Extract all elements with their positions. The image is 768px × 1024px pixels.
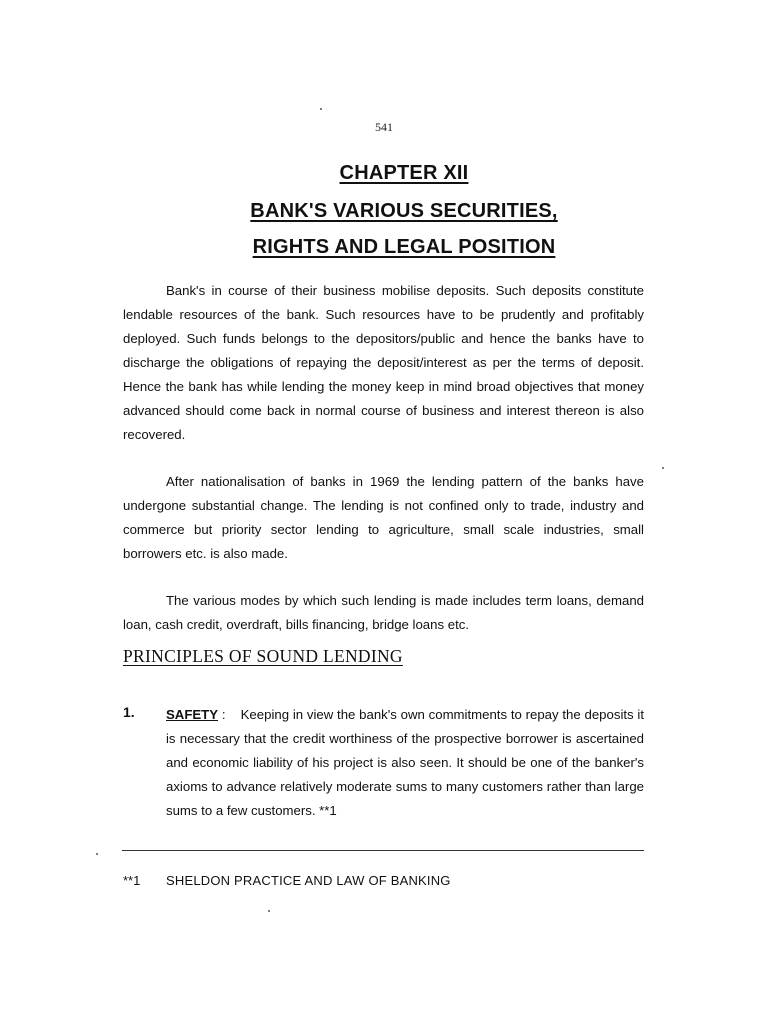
page-number: 541 bbox=[375, 120, 393, 134]
chapter-title-line-1: BANK'S VARIOUS SECURITIES, bbox=[250, 200, 558, 222]
footnote-divider bbox=[122, 850, 644, 851]
scan-speck bbox=[320, 108, 322, 110]
principle-number: 1. bbox=[123, 704, 135, 720]
footnote-mark: **1 bbox=[123, 873, 141, 888]
principle-item bbox=[166, 703, 644, 823]
principle-text: Keeping in view the bank's own commitments to repay the deposits it is necessary that the credit worthiness of the prospective borrower is ascertained and economic liability of his project is also seen. It should be one of the banker's axioms to advance relatively moderate sums to many customers rather than large sums to a few customers. **1 bbox=[166, 707, 645, 818]
principle-term: SAFETY bbox=[166, 707, 219, 722]
scan-speck bbox=[96, 853, 98, 855]
chapter-title-line-2: RIGHTS AND LEGAL POSITION bbox=[252, 236, 556, 258]
paragraph-lending-modes: The various modes by which such lending is made includes term loans, demand loan, cash credit, overdraft, bills financing, bridge loans etc. bbox=[123, 593, 644, 633]
scan-speck bbox=[268, 910, 270, 912]
paragraph-deposits: Bank's in course of their business mobilise deposits. Such deposits constitute lendable resources of the bank. Such resources have to be prudently and profitably deployed. Such funds belongs to the depositors/public and hence the banks have to discharge the obligations of repaying the deposit/interest as per the terms of deposit. Hence the bank has while lending the money keep in mind broad objectives that money advanced should come back in normal course of business and interest thereon is also recovered. bbox=[123, 283, 644, 443]
footnote-text: SHELDON PRACTICE AND LAW OF BANKING bbox=[166, 873, 451, 888]
section-heading: PRINCIPLES OF SOUND LENDING bbox=[123, 646, 403, 666]
principle-separator: : bbox=[218, 707, 226, 722]
chapter-heading: CHAPTER XII bbox=[339, 162, 469, 184]
scan-speck bbox=[662, 467, 664, 469]
paragraph-nationalisation: After nationalisation of banks in 1969 the lending pattern of the banks have undergone substantial change. The lending is not confined only to trade, industry and commerce but priority sector lending to agriculture, small scale industries, small borrowers etc. is also made. bbox=[123, 474, 644, 562]
